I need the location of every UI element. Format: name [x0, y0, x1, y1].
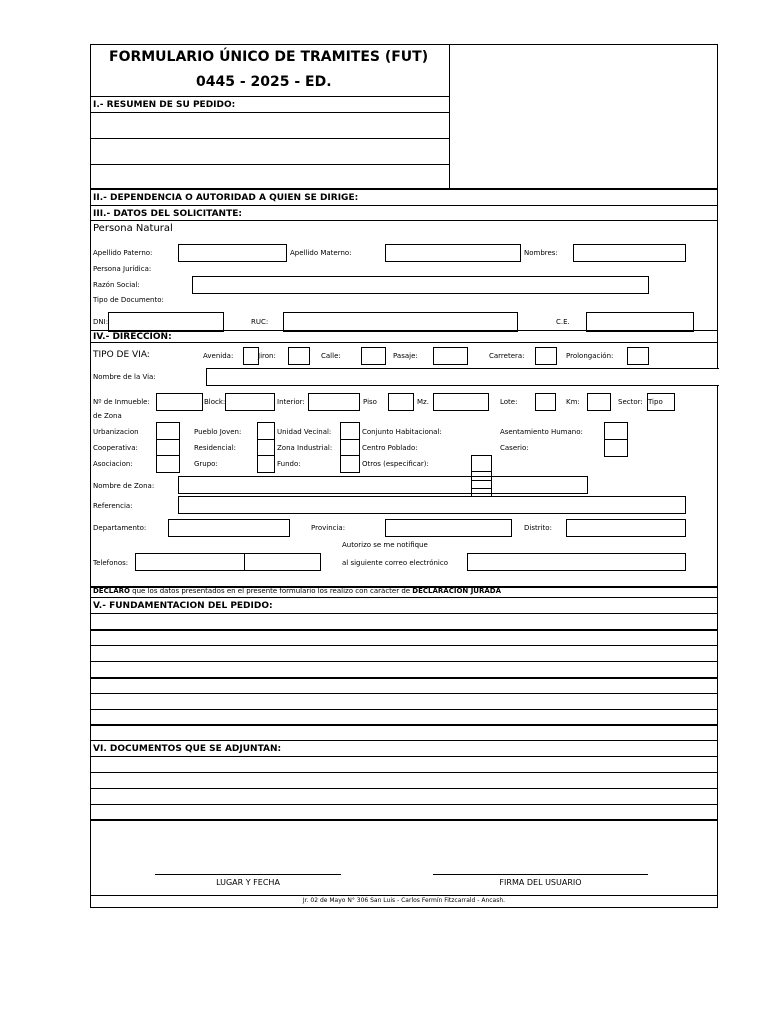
- apellido-materno-field[interactable]: [385, 244, 521, 262]
- calle-checkbox[interactable]: [361, 347, 386, 365]
- pueblo-joven-label: Pueblo Joven:: [194, 428, 242, 436]
- residencial-label: Residencial:: [194, 444, 237, 452]
- distrito-field[interactable]: [566, 519, 686, 537]
- section-fundamentacion: V.- FUNDAMENTACION DEL PEDIDO:: [93, 601, 273, 611]
- footer-address: Jr. 02 de Mayo N° 306 San Luis - Carlos Fermín Fitzcarrald - Ancash.: [302, 897, 506, 904]
- form-number: 0445 - 2025 - ED.: [196, 74, 332, 90]
- ruc-field[interactable]: [283, 312, 518, 332]
- pasaje-label: Pasaje:: [393, 352, 418, 360]
- ruc-label: RUC:: [251, 318, 269, 326]
- correo-field[interactable]: [467, 553, 686, 571]
- unidad-vecinal-label: Unidad Vecinal:: [277, 428, 332, 436]
- cooperativa-label: Cooperativa:: [93, 444, 138, 452]
- lote-field[interactable]: [535, 393, 556, 411]
- centro-poblado-label: Centro Poblado:: [362, 444, 418, 452]
- avenida-checkbox[interactable]: [243, 347, 259, 365]
- header-divider: [449, 44, 450, 189]
- caserio-label: Caserio:: [500, 444, 529, 452]
- apellido-paterno-field[interactable]: [178, 244, 287, 262]
- tipo-via-label: TIPO DE VIA:: [93, 350, 150, 360]
- jiron-label: Jiron:: [258, 352, 276, 360]
- declaracion-body: que los datos presentados en el presente formulario los realizo con carácter de: [129, 587, 413, 595]
- persona-natural-label: Persona Natural: [93, 223, 173, 234]
- pasaje-checkbox[interactable]: [433, 347, 468, 365]
- tipo-label: Tipo: [648, 398, 663, 406]
- nombres-label: Nombres:: [524, 249, 558, 257]
- otros-label: Otros (especificar):: [362, 460, 429, 468]
- persona-juridica-label: Persona Jurídica:: [93, 265, 152, 273]
- nombre-via-field[interactable]: [206, 368, 719, 386]
- prolongacion-label: Prolongación:: [566, 352, 614, 360]
- asentamiento-humano-label: Asentamiento Humano:: [500, 428, 583, 436]
- piso-field[interactable]: [388, 393, 414, 411]
- asentamiento-humano-checkbox[interactable]: [604, 422, 628, 440]
- section-dependencia: II.- DEPENDENCIA O AUTORIDAD A QUIEN SE DIRIGE:: [93, 193, 359, 203]
- grupo-label: Grupo:: [194, 460, 218, 468]
- nombre-zona-field[interactable]: [178, 476, 588, 494]
- block-label: Block:: [204, 398, 226, 406]
- declaracion-text: [93, 587, 501, 596]
- km-field[interactable]: [587, 393, 611, 411]
- n-inmueble-field[interactable]: [156, 393, 203, 411]
- razon-social-field[interactable]: [192, 276, 649, 294]
- dni-label: DNI:: [93, 318, 109, 326]
- correo-label: al siguiente correo electrónico: [342, 559, 448, 567]
- section-resumen: I.- RESUMEN DE SU PEDIDO:: [93, 100, 236, 110]
- urbanizacion-label: Urbanizacion: [93, 428, 139, 436]
- zona-industrial-label: Zona Industrial:: [277, 444, 333, 452]
- section-datos: III.- DATOS DEL SOLICITANTE:: [93, 209, 242, 219]
- apellido-paterno-label: Apellido Paterno:: [93, 249, 153, 257]
- ce-label: C.E.: [556, 318, 570, 326]
- dni-field[interactable]: [108, 312, 224, 332]
- provincia-label: Provincia:: [311, 524, 346, 532]
- conjunto-habitacional-label: Conjunto Habitacional:: [362, 428, 442, 436]
- asociacion-checkbox[interactable]: [156, 455, 180, 473]
- ce-field[interactable]: [586, 312, 694, 332]
- section-documentos: VI. DOCUMENTOS QUE SE ADJUNTAN:: [93, 744, 282, 754]
- firma-label: FIRMA DEL USUARIO: [499, 878, 582, 887]
- pueblo-joven-checkbox[interactable]: [257, 422, 275, 440]
- nombre-via-label: Nombre de la Via:: [93, 373, 156, 381]
- avenida-label: Avenida:: [203, 352, 234, 360]
- otros-checkbox[interactable]: [471, 455, 492, 472]
- urbanizacion-checkbox[interactable]: [156, 422, 180, 440]
- telefono-field-2[interactable]: [244, 553, 321, 571]
- block-field[interactable]: [225, 393, 275, 411]
- prolongacion-checkbox[interactable]: [627, 347, 649, 365]
- nombre-zona-label: Nombre de Zona:: [93, 482, 155, 490]
- carretera-label: Carretera:: [489, 352, 525, 360]
- provincia-field[interactable]: [385, 519, 512, 537]
- n-inmueble-label: Nº de Inmueble:: [93, 398, 150, 406]
- departamento-field[interactable]: [168, 519, 290, 537]
- piso-label: Piso: [363, 398, 377, 406]
- caserio-checkbox[interactable]: [604, 439, 628, 457]
- telefono-field-1[interactable]: [135, 553, 245, 571]
- grupo-checkbox[interactable]: [257, 455, 275, 473]
- form-title: FORMULARIO ÚNICO DE TRAMITES (FUT): [109, 49, 429, 65]
- referencia-field[interactable]: [178, 496, 686, 514]
- section-direccion: IV.- DIRECCION:: [93, 332, 172, 342]
- sector-label: Sector:: [618, 398, 643, 406]
- carretera-checkbox[interactable]: [535, 347, 557, 365]
- lugar-fecha-label: LUGAR Y FECHA: [216, 878, 280, 887]
- mz-label: Mz.: [417, 398, 429, 406]
- km-label: Km:: [566, 398, 580, 406]
- autorizo-label: Autorizo se me notifique: [342, 541, 428, 549]
- de-zona-label: de Zona: [93, 412, 122, 420]
- tipo-documento-label: Tipo de Documento:: [93, 296, 164, 304]
- jiron-checkbox[interactable]: [288, 347, 310, 365]
- telefonos-label: Telefonos:: [93, 559, 129, 567]
- mz-field[interactable]: [433, 393, 489, 411]
- razon-social-label: Razón Social:: [93, 281, 140, 289]
- lugar-fecha-line: [155, 874, 341, 875]
- interior-field[interactable]: [308, 393, 360, 411]
- unidad-vecinal-checkbox[interactable]: [340, 422, 360, 440]
- interior-label: Interior:: [277, 398, 305, 406]
- apellido-materno-label: Apellido Materno:: [290, 249, 352, 257]
- declaracion-bold-2: DECLARACION JURADA: [412, 587, 502, 595]
- fundo-label: Fundo:: [277, 460, 301, 468]
- firma-line: [433, 874, 648, 875]
- asociacion-label: Asociacion:: [93, 460, 133, 468]
- declaracion-bold-1: DECLARO: [93, 587, 130, 595]
- nombres-field[interactable]: [573, 244, 686, 262]
- referencia-label: Referencia:: [93, 502, 133, 510]
- calle-label: Calle:: [321, 352, 341, 360]
- departamento-label: Departamento:: [93, 524, 147, 532]
- fundo-checkbox[interactable]: [340, 455, 360, 473]
- distrito-label: Distrito:: [524, 524, 552, 532]
- lote-label: Lote:: [500, 398, 518, 406]
